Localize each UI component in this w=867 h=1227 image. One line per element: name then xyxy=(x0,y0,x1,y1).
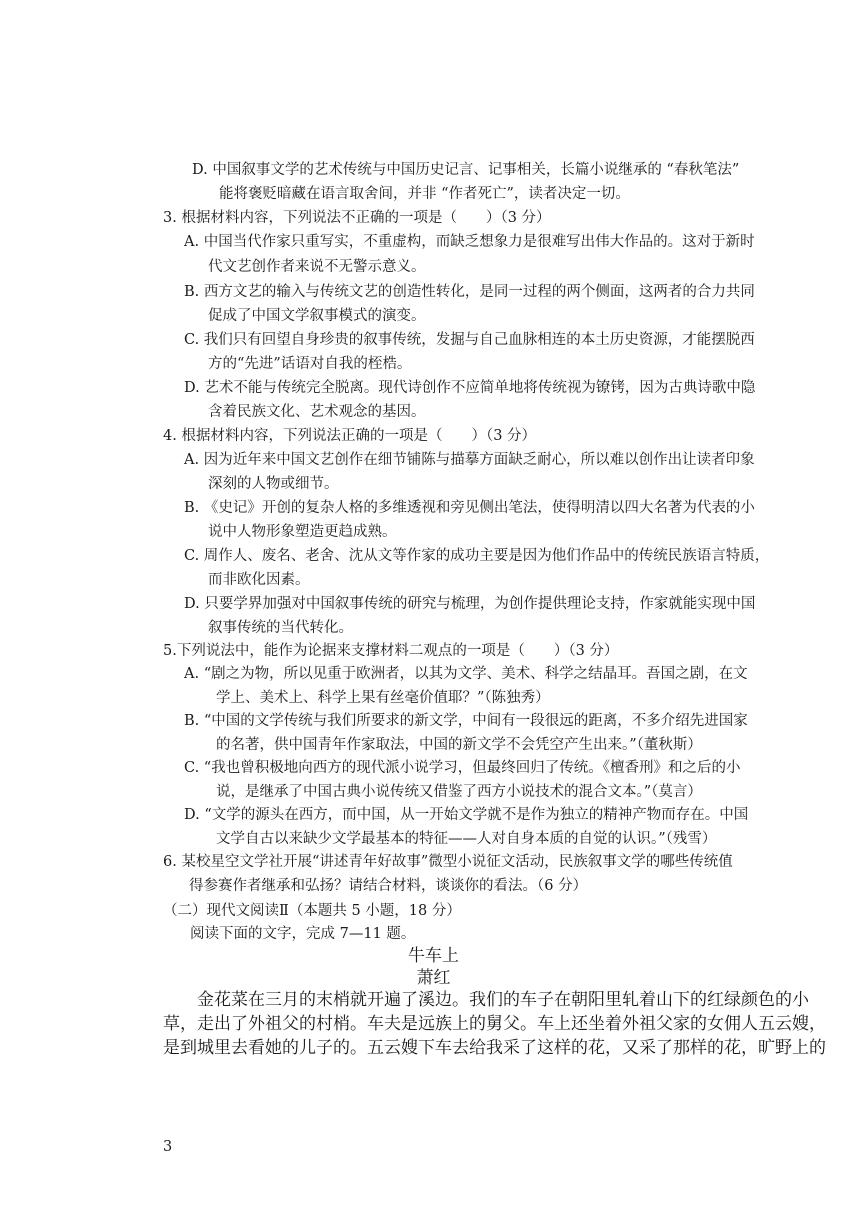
question-6-line-2: 得参赛作者继承和弘扬？请结合材料，谈谈你的看法。（6 分） xyxy=(189,878,588,894)
question-6-line-1: 6. 某校星空文学社开展“讲述青年好故事”微型小说征文活动，民族叙事文学的哪些传统值 xyxy=(163,854,733,870)
q3-option-d-line-2: 含着民族文化、艺术观念的基因。 xyxy=(208,404,426,420)
q5-option-b-line-1: B. “中国的文学传统与我们所要求的新文学，中间有一段很远的距离，不多介绍先进国家 xyxy=(184,713,748,729)
option-d-line-2: 能将褒贬暗藏在语言取舍间，并非 “作者死亡”，读者决定一切。 xyxy=(219,186,630,202)
q5-option-d-line-2: 文学自古以来缺少文学最基本的特征——人对自身本质的自觉的认识。”（残雪） xyxy=(216,831,717,847)
q4-option-b-line-1: B. 《史记》开创的复杂人格的多维透视和旁见侧出笔法，使得明清以四大名著为代表的小 xyxy=(184,500,755,516)
q5-option-b-line-2: 的名著，供中国青年作家取法，中国的新文学不会凭空产生出来。”（董秋斯） xyxy=(216,737,702,753)
q3-option-c-line-2: 方的“先进”话语对自我的桎梏。 xyxy=(208,356,412,372)
q4-option-d-line-1: D. 只要学界加强对中国叙事传统的研究与梳理，为创作提供理论支持，作家就能实现中国 xyxy=(184,596,756,612)
question-3: 3. 根据材料内容，下列说法不正确的一项是（ ）（3 分） xyxy=(163,210,551,226)
passage-line-1: 金花菜在三月的末梢就开遍了溪边。我们的车子在朝阳里轧着山下的红绿颜色的小 xyxy=(197,990,809,1010)
passage-line-2: 草，走出了外祖父的村梢。车夫是远族上的舅父。车上还坐着外祖父家的女佣人五云嫂， xyxy=(163,1014,826,1034)
passage-title: 牛车上 xyxy=(408,946,459,966)
question-4: 4. 根据材料内容，下列说法正确的一项是（ ）（3 分） xyxy=(163,428,537,444)
q4-option-a-line-1: A. 因为近年来中国文艺创作在细节铺陈与描摹方面缺乏耐心，所以难以创作出让读者印象 xyxy=(184,452,755,468)
reading-instruction: 阅读下面的文字，完成 7—11 题。 xyxy=(190,926,416,942)
q3-option-c-line-1: C. 我们只有回望自身珍贵的叙事传统，发掘与自己血脉相连的本土历史资源，才能摆脱西 xyxy=(184,332,755,348)
q5-option-d-line-1: D. “文学的源头在西方，而中国，从一开始文学就不是作为独立的精神产物而存在。中国 xyxy=(184,807,749,823)
q3-option-a-line-1: A. 中国当代作家只重写实，不重虚构，而缺乏想象力是很难写出伟大作品的。这对于新时 xyxy=(184,234,755,250)
passage-line-3: 是到城里去看她的儿子的。五云嫂下车去给我采了这样的花，又采了那样的花，旷野上的 xyxy=(163,1038,826,1058)
q3-option-a-line-2: 代文艺创作者来说不无警示意义。 xyxy=(208,259,426,275)
section-heading: （二）现代文阅读Ⅱ（本题共 5 小题，18 分） xyxy=(163,903,461,919)
q4-option-b-line-2: 说中人物形象塑造更趋成熟。 xyxy=(208,524,397,540)
option-d-line-1: D. 中国叙事文学的艺术传统与中国历史记言、记事相关，长篇小说继承的 “春秋笔法” xyxy=(192,162,740,178)
q3-option-b-line-1: B. 西方文艺的输入与传统文艺的创造性转化，是同一过程的两个侧面，这两者的合力共同 xyxy=(184,284,755,300)
q3-option-d-line-1: D. 艺术不能与传统完全脱离。现代诗创作不应简单地将传统视为镣铐，因为古典诗歌中隐 xyxy=(184,380,756,396)
page-number: 3 xyxy=(163,1139,173,1155)
passage-author: 萧红 xyxy=(416,968,451,988)
q4-option-c-line-2: 而非欧化因素。 xyxy=(208,572,310,588)
q4-option-c-line-1: C. 周作人、废名、老舍、沈从文等作家的成功主要是因为他们作品中的传统民族语言特质， xyxy=(184,548,770,564)
q5-option-c-line-2: 说，是继承了中国古典小说传统又借鉴了西方小说技术的混合文本。”（莫言） xyxy=(216,784,702,800)
q5-option-a-line-2: 学上、美术上、科学上果有丝毫价值耶？”（陈独秀） xyxy=(216,690,550,706)
question-5: 5.下列说法中，能作为论据来支撑材料二观点的一项是（ ）（3 分） xyxy=(163,643,619,659)
q3-option-b-line-2: 促成了中国文学叙事模式的演变。 xyxy=(208,308,426,324)
q5-option-a-line-1: A. “剧之为物，所以见重于欧洲者，以其为文学、美术、科学之结晶耳。吾国之剧，在文 xyxy=(184,666,748,682)
q4-option-d-line-2: 叙事传统的当代转化。 xyxy=(208,620,353,636)
q4-option-a-line-2: 深刻的人物或细节。 xyxy=(208,476,339,492)
q5-option-c-line-1: C. “我也曾积极地向西方的现代派小说学习，但最终回归了传统。《檀香刑》和之后的小 xyxy=(184,760,741,776)
